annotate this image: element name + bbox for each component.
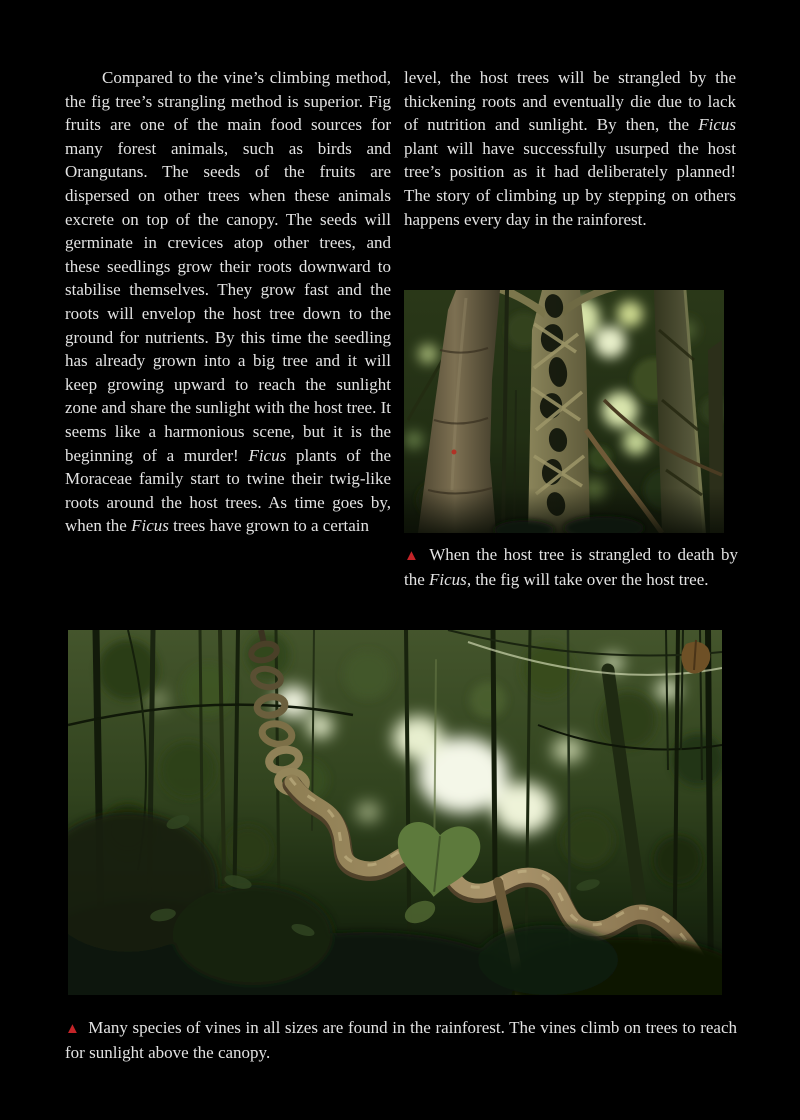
caption-rainforest-vines — [65, 1016, 737, 1065]
caption-strangler-text: When the host tree is strangled to death by the Ficus, the fig will take over the host tree. — [404, 545, 738, 590]
paragraph-right: level, the host trees will be strangled by the thickening roots and eventually die due to lack of nutrition and sunlight. By then, the Ficus plant will have successfully usurped the host tree’s position as it had deliberately planned! The story of climbing up by stepping on others happens every day in the rainforest. — [404, 68, 736, 229]
strangler-fig-photo — [404, 290, 724, 533]
paragraph-left: Compared to the vine’s climbing method, the fig tree’s strangling method is superior. Fig fruits are one of the main food sources for many forest animals, such as birds and Orangutans. The seeds of the fruits are dispersed on other trees when these animals excrete on top of the canopy. The seeds will germinate in crevices atop other trees, and these seedlings grow their roots downward to stabilise themselves. They grow fast and the roots will envelop the host tree down to the ground for nutrients. By this time the seedling has already grown into a big tree and it will keep growing upward to reach the sunlight zone and share the sunlight with the host tree. It seems like a harmonious scene, but it is the beginning of a murder! Ficus plants of the Moraceae family start to twine their twig-like roots around the host trees. As time goes by, when the Ficus trees have grown to a certain — [65, 68, 391, 536]
body-column-left — [65, 66, 391, 538]
figure-strangler-fig — [404, 290, 738, 592]
figure-rainforest-vines — [65, 630, 737, 1065]
body-column-right — [404, 66, 736, 231]
caption-marker-triangle-icon: ▲ — [404, 548, 422, 564]
caption-marker-triangle-icon: ▲ — [65, 1021, 81, 1037]
caption-strangler-fig — [404, 543, 738, 592]
rainforest-vines-photo — [68, 630, 722, 995]
caption-vines-text: Many species of vines in all sizes are found in the rainforest. The vines climb on trees to reach for sunlight above the canopy. — [65, 1018, 737, 1063]
